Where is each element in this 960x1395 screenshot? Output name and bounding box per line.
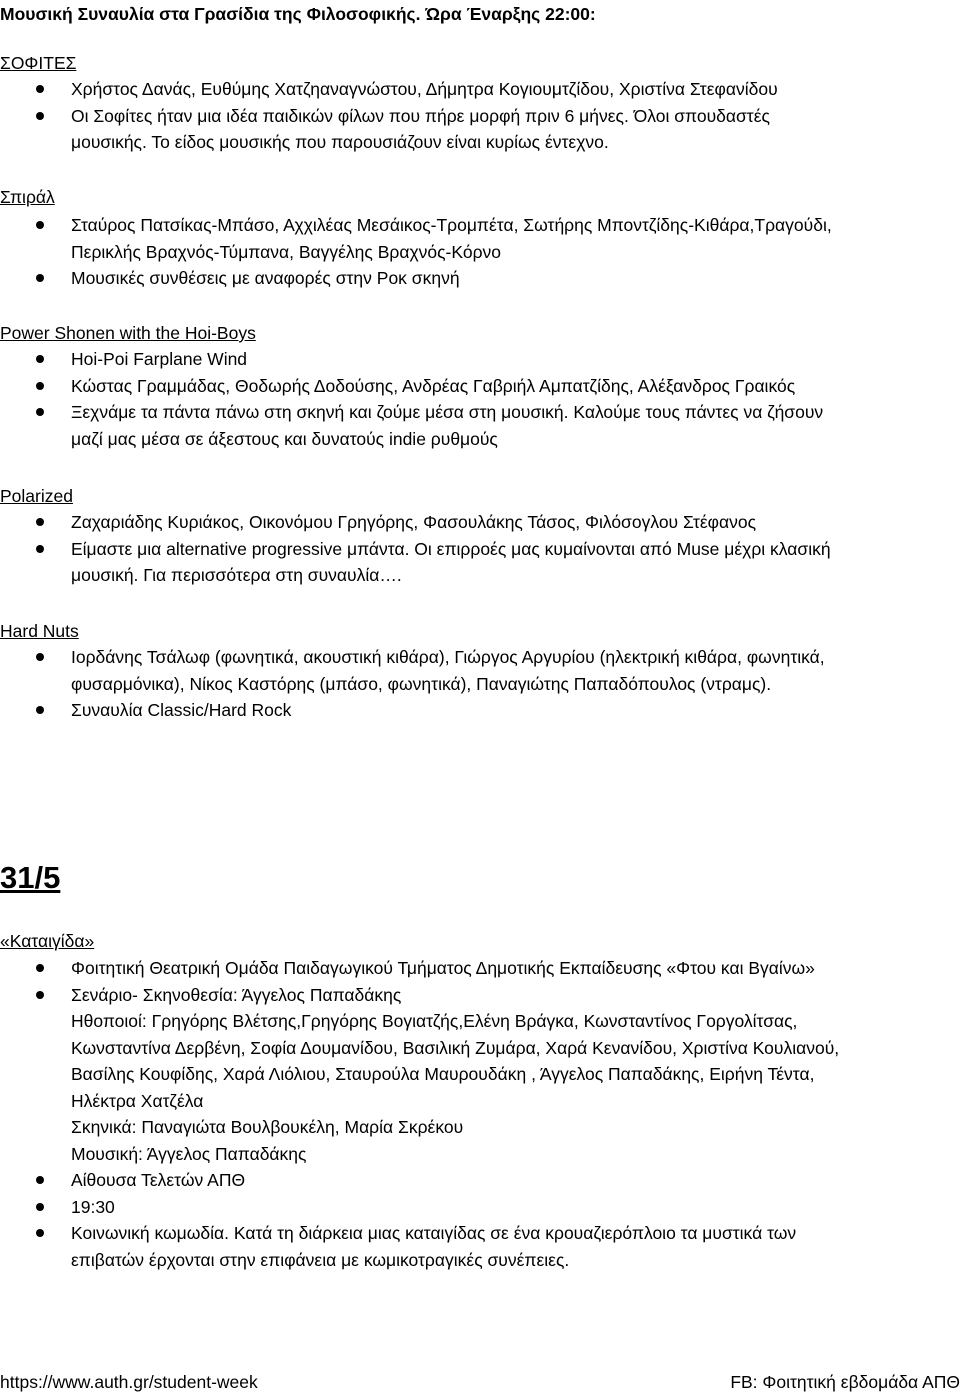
list-item-text: μουσικής. Το είδος μουσικής που παρουσιάζουν είναι κυρίως έντεχνο. bbox=[71, 132, 609, 152]
bullet-icon bbox=[36, 545, 44, 553]
bullet-icon bbox=[36, 1229, 44, 1237]
list-item-text: Χρήστος Δανάς, Ευθύμης Χατζηαναγνώστου, Δήμητρα Κογιουμτζίδου, Χριστίνα Στεφανίδου bbox=[71, 79, 778, 99]
footer-facebook: FB: Φοιτητική εβδομάδα ΑΠΘ bbox=[730, 1372, 960, 1392]
section-power-shonen bbox=[0, 320, 960, 452]
list-item-text: Φοιτητική Θεατρική Ομάδα Παιδαγωγικού Τμήματος Δημοτικής Εκπαίδευσης «Φτου και Βγαίνω» bbox=[71, 958, 815, 978]
bullet-icon bbox=[36, 706, 44, 714]
section-heading: Power Shonen with the Hoi-Boys bbox=[0, 323, 256, 343]
bullet-list bbox=[0, 955, 960, 1273]
list-item bbox=[0, 212, 960, 265]
list-item bbox=[0, 373, 960, 400]
list-item-text: μουσική. Για περισσότερα στη συναυλία…. bbox=[71, 565, 402, 585]
list-item-text: Μουσική: Άγγελος Παπαδάκης bbox=[71, 1143, 307, 1164]
section-event bbox=[0, 928, 960, 1273]
bullet-icon bbox=[36, 221, 44, 229]
list-item-text: Ηλέκτρα Χατζέλα bbox=[71, 1090, 204, 1111]
bullet-icon bbox=[36, 653, 44, 661]
list-item-text: μαζί μας μέσα σε άξεστους και δυνατούς indie ρυθμούς bbox=[71, 428, 498, 449]
list-item-text: Ηθοποιοί: Γρηγόρης Βλέτσης,Γρηγόρης Βογιατζής,Ελένη Βράγκα, Κωνσταντίνος Γοργολίτσας, bbox=[71, 1011, 798, 1031]
list-item bbox=[0, 509, 960, 536]
list-item-text: Σκηνικά: Παναγιώτα Βουλβουκέλη, Μαρία Σκρέκου bbox=[71, 1117, 464, 1137]
list-item-text: Κώστας Γραμμάδας, Θοδωρής Δοδούσης, Ανδρέας Γαβριήλ Αμπατζίδης, Αλέξανδρος Γραικός bbox=[71, 375, 796, 396]
bullet-icon bbox=[36, 355, 44, 363]
list-item bbox=[0, 955, 960, 982]
bullet-list bbox=[0, 212, 960, 292]
section-heading: ΣΟΦΙΤΕΣ bbox=[0, 53, 77, 73]
event-heading: «Καταιγίδα» bbox=[0, 931, 95, 951]
list-item bbox=[0, 1167, 960, 1194]
bullet-list bbox=[0, 346, 960, 452]
list-item-text: Μουσικές συνθέσεις με αναφορές στην Ροκ σκηνή bbox=[71, 268, 460, 288]
list-item-text: Περικλής Βραχνός-Τύμπανα, Βαγγέλης Βραχνός-Κόρνο bbox=[71, 241, 502, 262]
bullet-icon bbox=[36, 408, 44, 416]
list-item-text: 19:30 bbox=[71, 1196, 115, 1217]
section-heading: Polarized bbox=[0, 486, 73, 506]
list-item-text: επιβατών έρχονται στην επιφάνεια με κωμικοτραγικές συνέπειες. bbox=[71, 1249, 570, 1270]
bullet-list bbox=[0, 644, 960, 724]
list-item bbox=[0, 76, 960, 103]
bullet-icon bbox=[36, 85, 44, 93]
bullet-icon bbox=[36, 274, 44, 282]
list-item bbox=[0, 265, 960, 292]
list-item-text: Hoi-Poi Farplane Wind bbox=[71, 349, 248, 369]
concert-title: Μουσική Συναυλία στα Γρασίδια της Φιλοσοφικής. Ώρα Έναρξης 22:00: bbox=[0, 4, 596, 24]
list-item bbox=[0, 1220, 960, 1273]
date-heading: 31/5 bbox=[0, 860, 61, 895]
list-item-text: Συναυλία Classic/Hard Rock bbox=[71, 700, 292, 720]
list-item bbox=[0, 346, 960, 373]
bullet-list bbox=[0, 76, 960, 156]
list-item-text: Είμαστε μια alternative progressive μπάντα. Οι επιρροές μας κυμαίνονται από Muse μέχρι κλασική bbox=[71, 538, 831, 559]
list-item-text: Κωνσταντίνα Δερβένη, Σοφία Δουμανίδου, Βασιλική Ζυμάρα, Χαρά Κενανίδου, Χριστίνα Κουλιανού, bbox=[71, 1037, 840, 1058]
section-spiral bbox=[0, 184, 960, 292]
bullet-icon bbox=[36, 1176, 44, 1184]
bullet-icon bbox=[36, 112, 44, 120]
bullet-list bbox=[0, 509, 960, 589]
list-item bbox=[0, 399, 960, 452]
bullet-icon bbox=[36, 518, 44, 526]
footer-website: https://www.auth.gr/student-week bbox=[0, 1372, 258, 1392]
list-item-text: Ιορδάνης Τσάλωφ (φωνητικά, ακουστική κιθάρα), Γιώργος Αργυρίου (ηλεκτρική κιθάρα, φωνητικά, bbox=[71, 647, 825, 667]
list-item-text: Ζαχαριάδης Κυριάκος, Οικονόμου Γρηγόρης, Φασουλάκης Τάσος, Φιλόσογλου Στέφανος bbox=[71, 512, 757, 532]
list-item bbox=[0, 1194, 960, 1221]
list-item-text: Ξεχνάμε τα πάντα πάνω στη σκηνή και ζούμε μέσα στη μουσική. Καλούμε τους πάντες να ζήσουν bbox=[71, 402, 824, 422]
list-item bbox=[0, 644, 960, 697]
list-item-text: Οι Σοφίτες ήταν μια ιδέα παιδικών φίλων που πήρε μορφή πριν 6 μήνες. Όλοι σπουδαστές bbox=[71, 105, 770, 126]
section-hard-nuts bbox=[0, 618, 960, 724]
bullet-icon bbox=[36, 1203, 44, 1211]
list-item bbox=[0, 536, 960, 589]
list-item bbox=[0, 982, 960, 1168]
list-item bbox=[0, 103, 960, 156]
list-item-text: Βασίλης Κουφίδης, Χαρά Λιόλιου, Σταυρούλα Μαυρουδάκη , Άγγελος Παπαδάκης, Ειρήνη Τέντα, bbox=[71, 1064, 815, 1084]
bullet-icon bbox=[36, 991, 44, 999]
bullet-icon bbox=[36, 382, 44, 390]
list-item-text: φυσαρμόνικα), Νίκος Καστόρης (μπάσο, φωνητικά), Παναγιώτης Παπαδόπουλος (ντραμς). bbox=[71, 673, 772, 694]
bullet-icon bbox=[36, 964, 44, 972]
section-sofites bbox=[0, 50, 960, 156]
list-item-text: Σενάριο- Σκηνοθεσία: Άγγελος Παπαδάκης bbox=[71, 984, 402, 1005]
list-item-text: Σταύρος Πατσίκας-Μπάσο, Αχχιλέας Μεσάικος-Τρομπέτα, Σωτήρης Μποντζίδης-Κιθάρα,Τραγούδι, bbox=[71, 215, 832, 235]
list-item-text: Κοινωνική κωμωδία. Κατά τη διάρκεια μιας καταιγίδας σε ένα κρουαζιερόπλοιο τα μυστικά των bbox=[71, 1223, 797, 1243]
section-heading: Σπιράλ bbox=[0, 187, 55, 207]
section-heading: Hard Nuts bbox=[0, 621, 79, 641]
list-item-text: Αίθουσα Τελετών ΑΠΘ bbox=[71, 1170, 246, 1190]
section-polarized bbox=[0, 483, 960, 589]
list-item bbox=[0, 697, 960, 724]
